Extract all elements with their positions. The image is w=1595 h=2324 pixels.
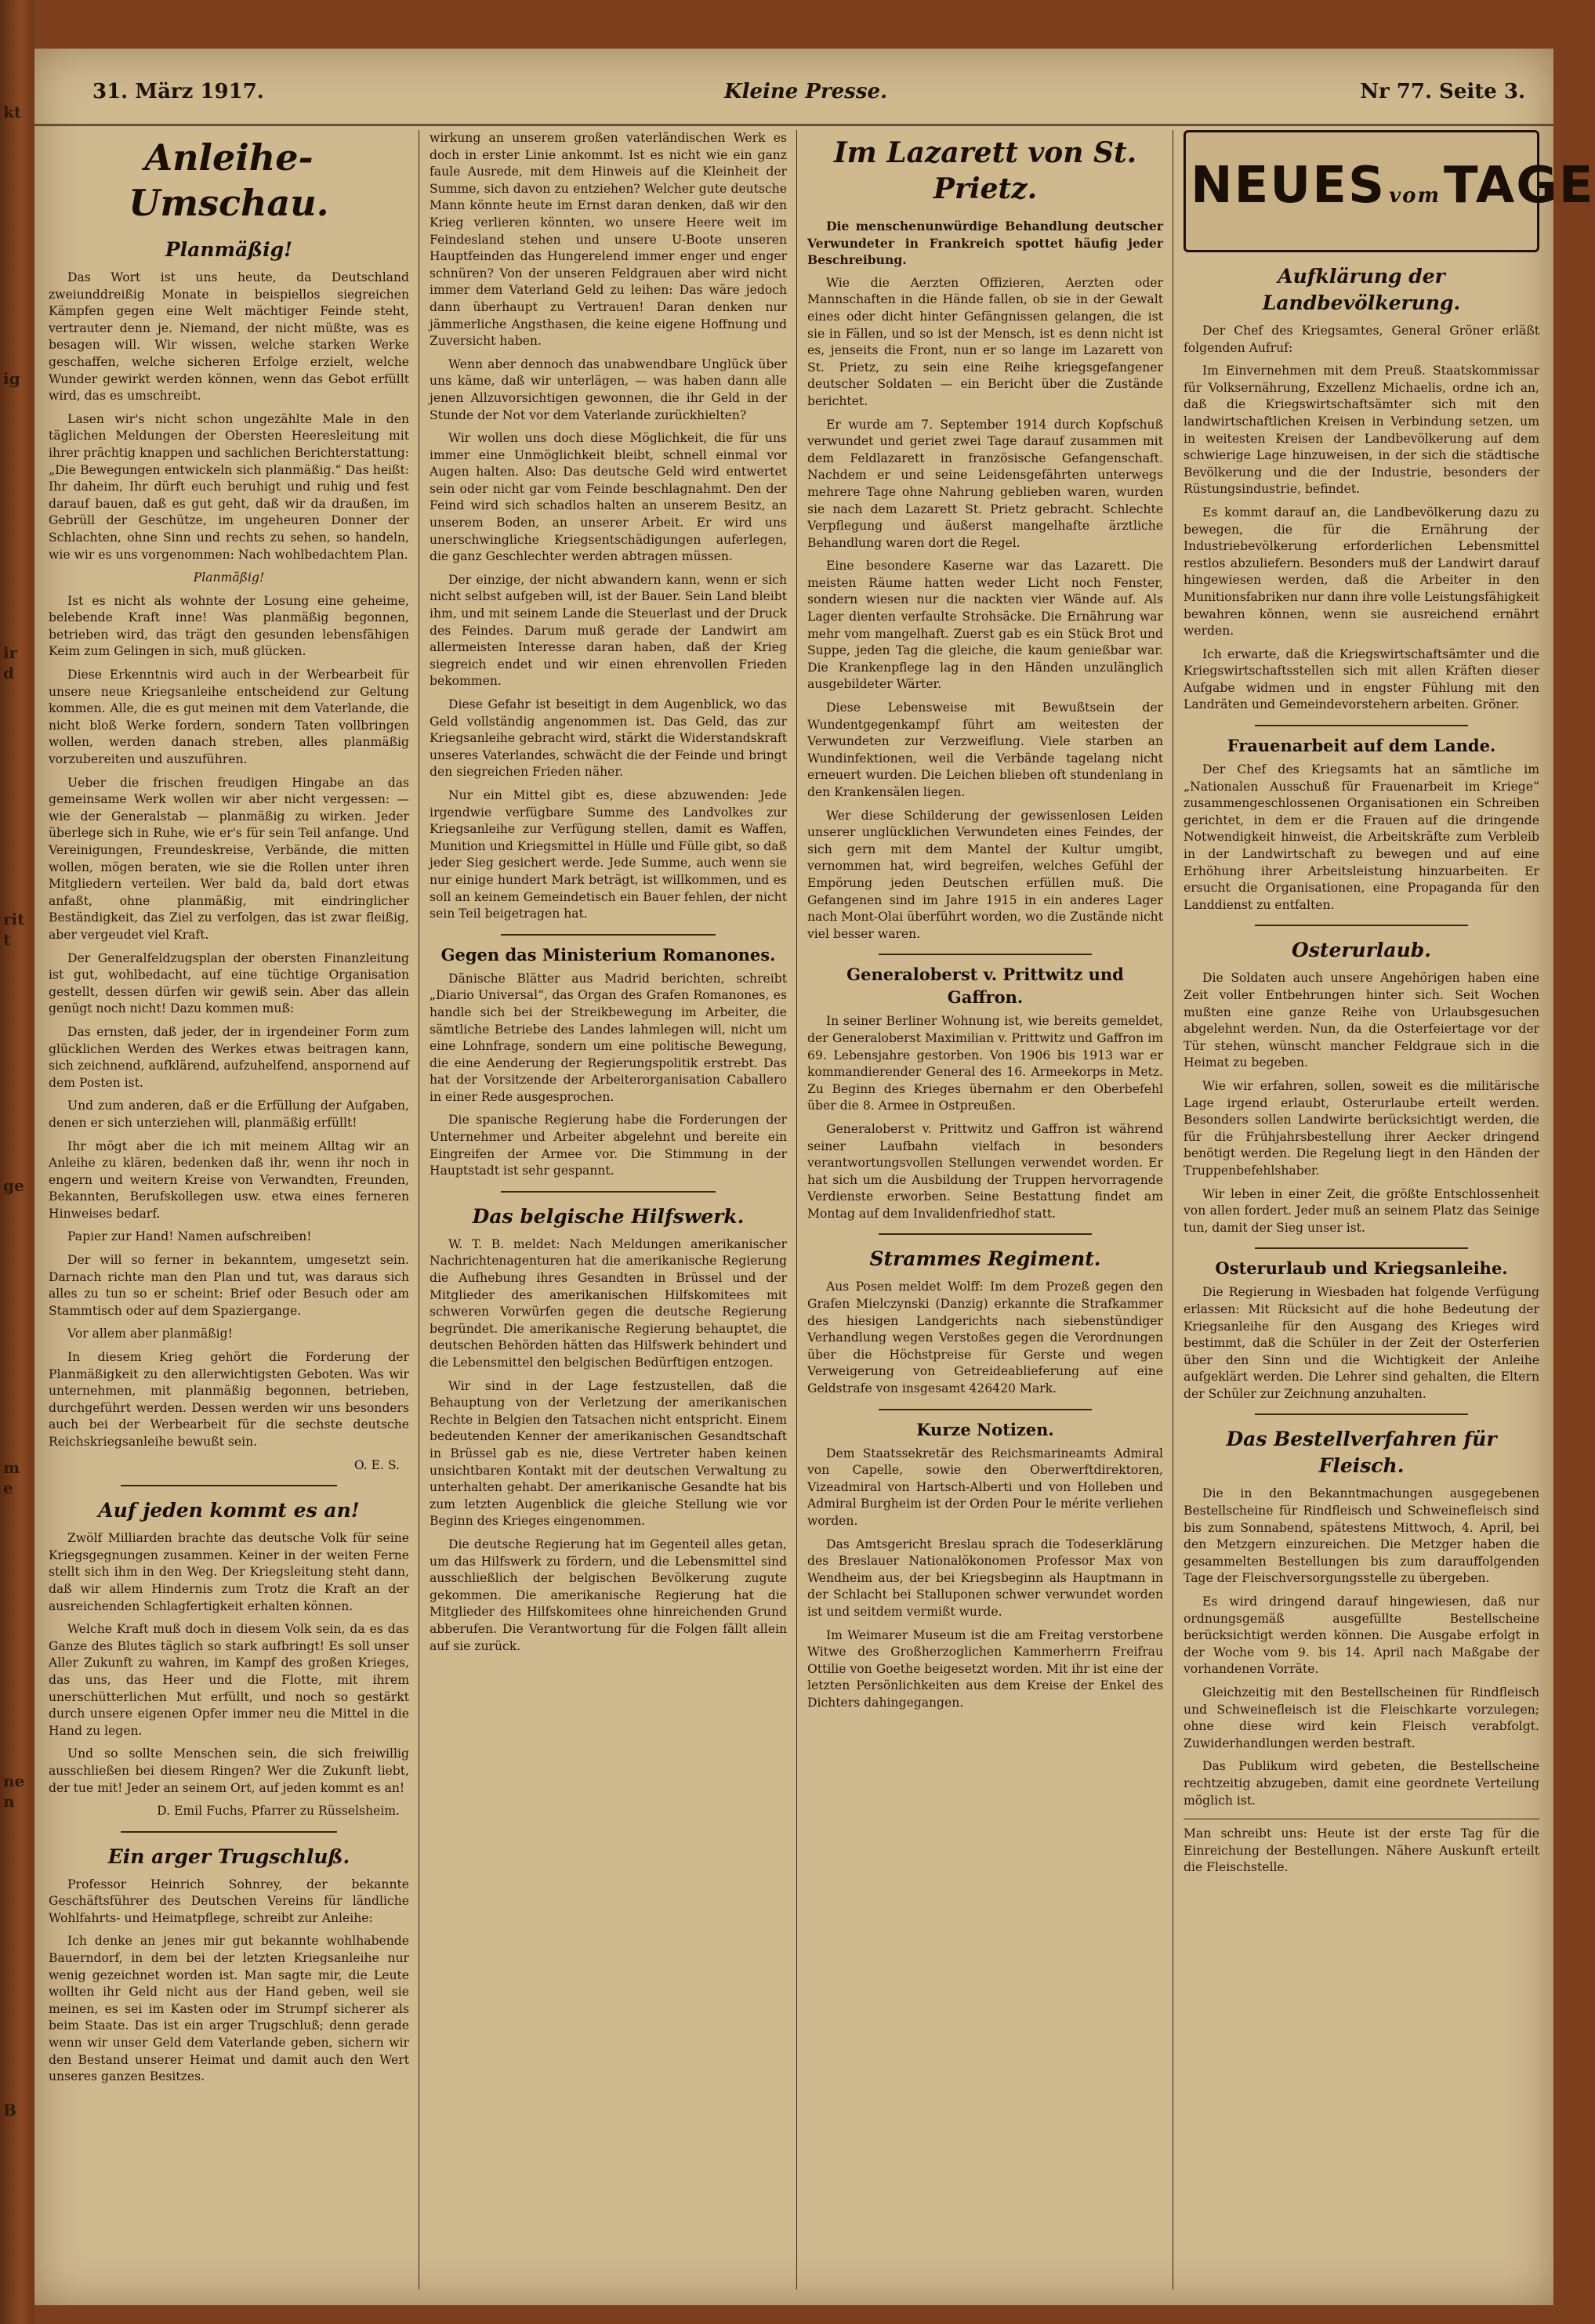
section-title-kurze-notizen: Kurze Notizen. bbox=[916, 1419, 1054, 1439]
paragraph: Die menschenunwürdige Behandlung deutscher Verwundeter in Frankreich spottet häufig jeder Beschreibung. bbox=[807, 219, 1163, 268]
section-divider bbox=[121, 1485, 337, 1486]
paragraph: Der einzige, der nicht abwandern kann, wenn er sich nicht selbst aufgeben will, ist der Bauer. Sein Land bleibt ihm, und mit seinem Lande die Steuerlast und der Druck des Feindes. Darum muß gerade der Landwirt am allermeisten Interesse daran haben, daß der Krieg siegreich endet und wir einen ehrenvollen Frieden bekommen. bbox=[430, 572, 787, 689]
paragraph: Zwölf Milliarden brachte das deutsche Volk für seine Kriegsgegnungen zusammen. Keiner in der weiten Ferne stellt sich ihm in den Weg. Der Kriegsleitung steht dann, daß wir allem Hindernis zum Trotz die Kraft an der ausreichenden Schlagfertigkeit erhalten können. bbox=[49, 1531, 409, 1613]
paragraph: In seiner Berliner Wohnung ist, wie bereits gemeldet, der Generaloberst Maximilian v. Prittwitz und Gaffron im 69. Lebensjahre gestorben. Von 1906 bis 1913 war er kommandierender General des 16. Armeekorps in Metz. Zu Beginn des Krieges übernahm er den Oberbefehl über die 8. Armee in Ostpreußen. bbox=[807, 1014, 1163, 1113]
paragraph: W. T. B. meldet: Nach Meldungen amerikanischer Nachrichtenagenturen hat die amerikanische Regierung die Aufhebung ihres Gesandten in Brüssel und der Mitglieder des amerikanischen Hilfskomitees mit schweren Vorwürfen gegen die deutsche Regierung begründet. Die amerikanische Regierung behauptet, die deutschen Behörden hätten das Hilfswerk behindert und die Lebensmittel den belgischen Bedürftigen entzogen. bbox=[430, 1236, 787, 1370]
paragraph: Das Amtsgericht Breslau sprach die Todeserklärung des Breslauer Nationalökonomen Professor Max von Wendheim aus, der bei Kriegsbeginn als Hauptmann in der Schlacht bei Stalluponen schwer verwundet worden ist und seitdem vermißt wurde. bbox=[807, 1537, 1163, 1619]
spine-fragment: kt bbox=[3, 103, 22, 121]
paragraph: Wie die Aerzten Offizieren, Aerzten oder Mannschaften in die Hände fallen, ob sie in der Gewalt eines oder dicht hinter Gefängnissen gelangen, die ist sie in Fällen, und so ist der Mensch, ist es denn nicht ist es, jenseits die Front, nun er so lange im Lazarett von St. Prietz, zu sein eine Reihe kriegsgefangener deutscher Soldaten — ein Bericht über die Zustände berichtet. bbox=[807, 275, 1163, 408]
paragraph: Ihr mögt aber die ich mit meinem Alltag wir an Anleihe zu klären, bedenken daß ihr, wenn ihr noch in engern und weitern Kreise von Verwandten, Freunden, Bekannten, Berufskollegen usw. etwa eines ferneren Hinweises bedarf. bbox=[49, 1138, 409, 1221]
section-divider bbox=[879, 954, 1092, 955]
section-title-bestellverfahren-fleisch: Das Bestellverfahren für Fleisch. bbox=[1226, 1428, 1497, 1478]
paragraph: Es wird dringend darauf hingewiesen, daß nur ordnungsgemäß ausgefüllte Bestellscheine berücksichtigt werden können. Die Ausgabe erfolgt in der Woche vom 9. bis 14. April nach Maßgabe der vorhandenen Vorräte. bbox=[1184, 1595, 1539, 1677]
paragraph: Ich erwarte, daß die Kriegswirtschaftsämter und die Kriegswirtschaftsstellen sich mit allen Kräften dieser Aufgabe widmen und in engster Fühlung mit den Landräten und Gemeindevorstehern arbeiten. Gröner. bbox=[1184, 646, 1539, 712]
paragraph: Aus Posen meldet Wolff: Im dem Prozeß gegen den Grafen Mielczynski (Danzig) erkannte die Strafkammer des hiesigen Landgerichts nach siebenstündiger Verhandlung wegen Verstoßes gegen die Verordnungen über die Höchstpreise für Gerste und wegen Verweigerung von Getreideablieferung auf eine Geldstrafe von insgesamt 426420 Mark. bbox=[807, 1280, 1163, 1396]
spine-fragment: ig bbox=[3, 369, 20, 388]
newspaper-page bbox=[34, 49, 1595, 2305]
paragraph: Nur ein Mittel gibt es, diese abzuwenden: Jede irgendwie verfügbare Summe des Landvolkes zur Kriegsanleihe zur Verfügung stellen, damit es Waffen, Munition und Kriegsmittel in Hülle und Fülle gibt, so daß jeder Sieg gesichert werde. Jede Summe, auch wenn sie nur einige hundert Mark beträgt, ist willkommen, und es soll an keinem Gemeindetisch ein Bauer fehlen, der nicht sein Teil beigetragen hat. bbox=[430, 787, 787, 921]
paragraph: Gleichzeitig mit den Bestellscheinen für Rindfleisch und Schweinefleisch ist die Fleischkarte vorzulegen; ohne diese wird kein Fleisch verabfolgt. Zuwiderhandlungen werden bestraft. bbox=[1184, 1685, 1539, 1750]
banner-word-tage: TAGE bbox=[1444, 156, 1595, 215]
neues-vom-tage-banner bbox=[1184, 130, 1595, 252]
paragraph: Diese Gefahr ist beseitigt in dem Augenblick, wo das Geld vollständig angenommen ist. Das Geld, das zur Kriegsanleihe gebracht wird, stärkt die Widerstandskraft unseres Vaterlandes, schwächt die der Feinde und bringt den siegreichen Frieden näher. bbox=[430, 697, 787, 780]
banner-title bbox=[1191, 156, 1595, 215]
paragraph: Vor allem aber planmäßig! bbox=[67, 1327, 233, 1341]
paragraph: Wir leben in einer Zeit, die größte Entschlossenheit von allen fordert. Jeder muß an seinem Platz das Seinige tun, damit der Sieg unser ist. bbox=[1184, 1186, 1539, 1235]
section-divider bbox=[501, 934, 716, 936]
spine-fragment: ird bbox=[3, 643, 18, 682]
paragraph: Diese Erkenntnis wird auch in der Werbearbeit für unsere neue Kriegsanleihe entscheidend zur Geltung kommen. Alle, die es gut meinen mit dem Vaterlande, die nicht bloß Werke fordern, sondern Taten vollbringen wollen, werden danach streben, alles planmäßig vorzubereiten und auszuführen. bbox=[49, 668, 409, 767]
paragraph: Die Soldaten auch unsere Angehörigen haben eine Zeit voller Entbehrungen hinter sich. Seit Wochen mußten eine ganze Reihe von Urlaubsgesuchen abgelehnt werden. Nun, da die Osterfeiertage vor der Tür stehen, wünscht mancher Feldgraue sich in die Heimat zu begeben. bbox=[1184, 971, 1539, 1070]
section-divider bbox=[879, 1409, 1092, 1410]
paragraph: Der Chef des Kriegsamts hat an sämtliche im „Nationalen Ausschuß für Frauenarbeit im Kriege“ zusammengeschlossenen Organisationen ein Schreiben gerichtet, in dem er die Frauen auf die dringende Notwendigkeit hinweist, die Arbeitskräfte zum Verbleib in der Landwirtschaft zu bewegen und auf eine Erhöhung ihrer Arbeitsleistung hinzuarbeiten. Er ersucht die Organisationen, eine Propaganda für den Landdienst zu entfalten. bbox=[1184, 762, 1539, 912]
paragraph: Generaloberst v. Prittwitz und Gaffron ist während seiner Laufbahn vielfach in besonders verantwortungsvollen Stellungen verwendet worden. Er hat sich um die Ausbildung der Truppen hervorragende Verdienste erworben. Seine Bestattung findet am Montag auf dem Invalidenfriedhof statt. bbox=[807, 1121, 1163, 1221]
article-signature: D. Emil Fuchs, Pfarrer zu Rüsselsheim. bbox=[157, 1804, 400, 1819]
section-divider bbox=[879, 1233, 1092, 1235]
section-title-strammes-regiment: Strammes Regiment. bbox=[869, 1247, 1101, 1271]
paragraph: Die Regierung in Wiesbaden hat folgende Verfügung erlassen: Mit Rücksicht auf die hohe Bedeutung der Kriegsanleihe für den Ausgang des Krieges wird bestimmt, daß die Schüler in der Zeit der Osterferien über den Sinn und die Wichtigkeit der Anleihe aufgeklärt werden. Die Lehrer sind gehalten, die Eltern der Schüler zur Zeichnung anzuhalten. bbox=[1184, 1285, 1539, 1401]
paragraph: Dänische Blätter aus Madrid berichten, schreibt „Diario Universal“, das Organ des Grafen Romanones, es handle sich bei der Streikbewegung im Arbeiter, die sämtliche Betriebe des Landes lahmlegen will, nicht um eine Lohnfrage, sondern um eine politische Bewegung, die eine Aenderung der Regierungspolitik erstrebt. Das hat der Vorsitzende der Arbeiterorganisation Caballero in einer Rede ausgesprochen. bbox=[430, 971, 787, 1104]
paragraph: Das Publikum wird gebeten, die Bestellscheine rechtzeitig abzugeben, damit eine geordnete Verteilung möglich ist. bbox=[1184, 1759, 1539, 1808]
section-divider bbox=[1255, 1247, 1468, 1249]
banner-word-neues: NEUES bbox=[1191, 156, 1387, 215]
paragraph: Papier zur Hand! Namen aufschreiben! bbox=[67, 1229, 312, 1244]
paragraph: Wenn aber dennoch das unabwendbare Unglück über uns käme, daß wir unterlägen, — was haben dann alle jenen Allzuvorsichtigen gewonnen, die ihr Geld in der Stunde der Not vor dem Vaterlande zurückhielten? bbox=[430, 357, 787, 422]
paragraph: Der Generalfeldzugsplan der obersten Finanzleitung ist gut, wohlbedacht, auf eine tüchtige Organisation gestellt, dessen dürfen wir gewiß sein. Aber das allein genügt noch nicht! Dazu kommen muß: bbox=[49, 950, 409, 1016]
section-title-prittwitz-gaffron: Generaloberst v. Prittwitz und Gaffron. bbox=[846, 965, 1124, 1008]
paragraph: Im Einvernehmen mit dem Preuß. Staatskommissar für Volksernährung, Exzellenz Michaelis, ordne ich an, daß die Kriegswirtschaftsämter sich mit den landwirtschaftlichen Kreisen in Verbindung setzen, um in weitesten Kreisen der Landbevölkerung auf dem schwierige Lage hinzuweisen, in der sich die städtische Bevölkerung und die der Industrie, besonders der Rüstungsindustrie, befindet. bbox=[1184, 364, 1539, 497]
paragraph: Planmäßig! bbox=[193, 570, 265, 585]
section-divider bbox=[1255, 1414, 1468, 1415]
paragraph: In diesem Krieg gehört die Forderung der Planmäßigkeit zu den allerwichtigsten Geboten. Was wir unternehmen, mit planmäßig begonnen, betrieben, durchgeführt werden. Dessen werden wir uns besonders auch bei der Werbearbeit für die sechste deutsche Reichskriegsanleihe bewußt sein. bbox=[49, 1350, 409, 1449]
spine-fragment: ritt bbox=[3, 910, 25, 949]
section-title-belgische-hilfswerk: Das belgische Hilfswerk. bbox=[472, 1204, 745, 1228]
paragraph: Wer diese Schilderung der gewissenlosen Leiden unserer unglücklichen Verwundeten eines Feindes, der sich gern mit dem Mantel der Kultur umgibt, vernommen hat, wird begreifen, welches Gefühl der Empörung jeden Deutschen erfüllen muß. Die Gefangenen sind im Jahre 1915 in ein anderes Lager nach Mont-Olai überführt worden, wo die Zustände nicht viel besser waren. bbox=[807, 808, 1163, 941]
paragraph: Diese Lebensweise mit Bewußtsein der Wundentgegenkampf führt am weitesten der Verwundeten zur Verzweiflung. Viele starben an Wundinfektionen, weil die Verbände tagelang nicht erneuert wurden. Die Leichen blieben oft stundenlang in den Krankensälen liegen. bbox=[807, 700, 1163, 799]
paragraph: Das Wort ist uns heute, da Deutschland zweiunddreißig Monate in beispiellos siegreichen Kämpfen gegen eine Welt mächtiger Feinde steht, vertrauter denn je. Niemand, der nicht müßte, was es besagen will. Wir wissen, welche starken Werke geschaffen, welche sicheren Erfolge erzielt, welche Wunder gewirkt werden können, wenn das Gebot erfüllt wird, das es umschreibt. bbox=[49, 270, 409, 404]
section-title-aufklaerung-landbevoelkerung: Aufklärung der Landbevölkerung. bbox=[1262, 265, 1461, 314]
adjacent-page-spine bbox=[0, 0, 34, 2324]
page-header bbox=[34, 49, 1553, 126]
paragraph: wirkung an unserem großen vaterländischen Werk es doch in erster Linie ankommt. Ist es nicht wie ein ganz faule Ausrede, mit dem Hinweis auf die Kleinheit der Summe, sich davon zu entziehen? Welcher gute deutsche Mann könnte heute im Ernst daran denken, daß wir den Krieg verlieren könnten, wo unsere Heere weit im Feindesland stehen und unsere U-Boote unseren Hauptfeinden das Hungerelend immer enger und enger schnüren? Von der unseren Feldgrauen aber wird nicht immer dem Vaterland Geld zu leihen: Das wäre jedoch dann überhaupt zu Vertrauen! Daran denken nur jämmerliche Angsthasen, die keine eigene Hoffnung und Zuversicht haben. bbox=[430, 131, 787, 349]
section-title-osterurlaub-kriegsanleihe: Osterurlaub und Kriegsanleihe. bbox=[1215, 1258, 1508, 1279]
paragraph: Ist es nicht als wohnte der Losung eine geheime, belebende Kraft inne! Was planmäßig begonnen, betrieben wird, das trägt den gesunden lebensfähigen Keim zum Gelingen in sich, muß glücken. bbox=[49, 593, 409, 659]
paragraph: Professor Heinrich Sohnrey, der bekannte Geschäftsführer des Deutschen Vereins für ländliche Wohlfahrts- und Heimatpflege, schreibt zur Anleihe: bbox=[49, 1877, 409, 1925]
headline-anleihe-umschau: Anleihe-Umschau. bbox=[129, 136, 329, 224]
paragraph: Der will so ferner in bekanntem, umgesetzt sein. Darnach richte man den Plan und tut, was daraus sich alles zu tun so er scheint: Brief oder Besuch oder am Stammtisch oder auf dem Spaziergange. bbox=[49, 1253, 409, 1318]
column-2 bbox=[430, 130, 787, 2293]
closing-note: Man schreibt uns: Heute ist der erste Tag für die Einreichung der Bestellungen. Nähere Auskunft erteilt die Fleischstelle. bbox=[1184, 1819, 1539, 1877]
section-title-planmaessig: Planmäßig! bbox=[165, 238, 293, 261]
paragraph: Das ernsten, daß jeder, der in irgendeiner Form zum glücklichen Werden des Werkes etwas beitragen kann, sich zeichnend, aufklärend, aufzuhelfend, anspornend auf dem Posten ist. bbox=[49, 1024, 409, 1090]
section-divider bbox=[501, 1191, 716, 1193]
header-date: 31. März 1917. bbox=[92, 80, 264, 103]
section-divider bbox=[1255, 725, 1468, 726]
section-divider bbox=[121, 1831, 337, 1833]
section-title-auf-jeden-kommt-es-an: Auf jeden kommt es an! bbox=[98, 1499, 360, 1522]
section-title-ministerium-romanones: Gegen das Ministerium Romanones. bbox=[440, 944, 776, 965]
spine-fragment: B bbox=[3, 2101, 16, 2119]
paragraph: Wie wir erfahren, sollen, soweit es die militärische Lage irgend erlaubt, Osterurlaube erteilt werden. Besonders sollen Landwirte berücksichtigt werden, die für die Frühjahrsbestellung ihrer Aecker dringend benötigt werden. Die Regelung liegt in den Händen der Truppenbefehlshaber. bbox=[1184, 1078, 1539, 1178]
paragraph: Wir sind in der Lage festzustellen, daß die Behauptung von der Verletzung der amerikanischen Rechte in Belgien den Tatsachen nicht entspricht. Einem bedeutenden Kenner der amerikanischen Gesandtschaft in Brüssel gab es nie, diese Vertreter haben keinen unsichtbaren Kontakt mit der deutschen Verwaltung zu unterhalten gehabt. Der amerikanische Gesandte hat bis zum letzten Augenblick die gleiche Stellung wie vor Beginn des Krieges eingenommen. bbox=[430, 1378, 787, 1529]
paragraph: Eine besondere Kaserne war das Lazarett. Die meisten Räume hatten weder Licht noch Fenster, sondern wiesen nur die nackten vier Wände auf. Als Lager dienten verfaulte Strohsäcke. Die Ernährung war mehr vom mangelhaft. Zuerst gab es ein Stück Brot und Suppe, jeden Tag die gleiche, die kaum genießbar war. Die Krankenpflege lag in den Händen unzulänglich ausgebildeter Wärter. bbox=[807, 559, 1163, 692]
column-3 bbox=[807, 130, 1163, 2293]
paragraph: Und so sollte Menschen sein, die sich freiwillig ausschließen bei diesem Ringen? Wer die Zukunft liebt, der tue mit! Jeder an seinem Ort, auf jeden kommt es an! bbox=[49, 1747, 409, 1795]
section-title-frauenarbeit: Frauenarbeit auf dem Lande. bbox=[1227, 736, 1496, 756]
column-1 bbox=[49, 130, 409, 2293]
paragraph: Der Chef des Kriegsamtes, General Gröner erläßt folgenden Aufruf: bbox=[1184, 324, 1539, 355]
paragraph: Es kommt darauf an, die Landbevölkerung dazu zu bewegen, die für die Ernährung der Industriebevölkerung erforderlichen Lebensmittel restlos abzuliefern. Besonders muß der Landwirt darauf hingewiesen werden, daß die Arbeiter in den Munitionsfabriken nur dann ihre volle Leistungsfähigkeit bewahren können, wenn sie ausreichend ernährt werden. bbox=[1184, 505, 1539, 639]
section-title-osterurlaub: Osterurlaub. bbox=[1292, 939, 1431, 962]
paragraph: Wir wollen uns doch diese Möglichkeit, die für uns immer eine Unmöglichkeit bleibt, schnell einmal vor Augen halten. Also: Das deutsche Geld wird entwertet sein oder nicht gar vom Feinde beschlagnahmt. Den der Feind wird sich schadlos halten an unserem Besitz, an unserem Boden, an unserer Arbeit. Er wird uns unerschwingliche Kriegsentschädigungen auferlegen, die ganz Geschlechter werden abtragen müssen. bbox=[430, 431, 787, 564]
paragraph: Die spanische Regierung habe die Forderungen der Unternehmer und Arbeiter abgelehnt und bereite ein Eingreifen der Armee vor. Die Stimmung in der Hauptstadt ist sehr gespannt. bbox=[430, 1113, 787, 1178]
paragraph: Dem Staatssekretär des Reichsmarineamts Admiral von Capelle, sowie den Oberwerftdirektoren, Vizeadmiral von Hartsch-Alberti und von Holleben und Admiral Burgheim ist der Orden Pour le mérite verliehen worden. bbox=[807, 1446, 1163, 1528]
banner-word-vom: vom bbox=[1389, 183, 1441, 208]
paragraph: Welche Kraft muß doch in diesem Volk sein, da es das Ganze des Blutes täglich so stark aufbringt! Es soll unser Aller Zukunft zu wahren, im Kampf des großen Krieges, das uns, das Heer und die Flotte, mit ihrem unerschütterlichen Mut erfüllt, und noch so gestärkt durch unsere eigenen Opfer immer neu die Mittel in die Hand zu legen. bbox=[49, 1622, 409, 1738]
paragraph: Im Weimarer Museum ist die am Freitag verstorbene Witwe des Großherzoglichen Kammerherrn Freifrau Ottilie von Goethe beigesetzt worden. Mit ihr ist eine der letzten Persönlichkeiten aus dem Kreise der Enkel des Dichters dahingegangen. bbox=[807, 1627, 1163, 1710]
paragraph: Ueber die frischen freudigen Hingabe an das gemeinsame Werk wollen wir aber nicht vergessen: — wie der Generalstab — planmäßig zu wirken. Jeder überlege sich in Ruhe, wie er's für sein Teil anfange. Und Vereinigungen, Freundeskreise, Verbände, die mitten wollen, mögen beraten, wie sie die Rollen unter ihren Mitgliedern verteilen. Wer bald da, bald dort etwas anfaßt, ohne planmäßig, mit eindringlicher Beständigkeit, das Ziel zu verfolgen, das ist zwar fleißig, aber vergeudet viel Kraft. bbox=[49, 775, 409, 942]
section-title-ein-arger-trugschluss: Ein arger Trugschluß. bbox=[107, 1844, 350, 1868]
paragraph: Die in den Bekanntmachungen ausgegebenen Bestellscheine für Rindfleisch und Schweinefleisch sind bis zum Sonnabend, spätestens Mittwoch, 4. April, bei den Metzgern einzureichen. Die Metzger haben die gesammelten Bestellungen bis zum darauffolgenden Tage der Fleischversorgungsstelle zu übergeben. bbox=[1184, 1486, 1539, 1586]
paragraph: Ich denke an jenes mir gut bekannte wohlhabende Bauerndorf, in dem bei der letzten Kriegsanleihe nur wenig gezeichnet worden ist. Man sagte mir, die Leute wollten ihr Geld nicht aus der Hand geben, weil sie meinen, es sei im Kasten oder im Strumpf sicherer als beim Staate. Das ist ein arger Trugschluß; denn gerade wenn wir unser Geld dem Vaterlande geben, sichern wir den Bestand unserer Heimat und damit auch den Wert unseres ganzen Besitzes. bbox=[49, 1934, 409, 2084]
paragraph: Er wurde am 7. September 1914 durch Kopfschuß verwundet und geriet zwei Tage darauf zusammen mit dem Feldlazarett in französische Gefangenschaft. Nachdem er und seine Leidensgefährten unterwegs mehrere Tage ohne Nahrung geblieben waren, wurden sie nach dem Lazarett St. Prietz gebracht. Schlechte Verpflegung und äußerst mangelhafte ärztliche Behandlung waren dort die Regel. bbox=[807, 417, 1163, 550]
header-paper-name: Kleine Presse. bbox=[724, 80, 888, 103]
spine-fragment: ge bbox=[3, 1176, 24, 1195]
column-4 bbox=[1184, 130, 1595, 2293]
paragraph: Und zum anderen, daß er die Erfüllung der Aufgaben, denen er sich unterziehen will, planmäßig erfüllt! bbox=[49, 1099, 409, 1130]
section-divider bbox=[1255, 925, 1468, 926]
paragraph: Die deutsche Regierung hat im Gegenteil alles getan, um das Hilfswerk zu fördern, und die Lebensmittel sind ausschließlich der belgischen Bevölkerung zugute gekommen. Die amerikanische Regierung hat die Mitglieder des Hilfskomitees ohne hinreichenden Grund abberufen. Die Verantwortung für die Folgen fällt allein auf sie zurück. bbox=[430, 1537, 787, 1653]
header-issue-page: Nr 77. Seite 3. bbox=[1360, 80, 1525, 103]
spine-fragment: nen bbox=[3, 1772, 25, 1811]
column-rule bbox=[796, 130, 797, 2290]
article-signature: O. E. S. bbox=[353, 1457, 400, 1472]
paragraph: Lasen wir's nicht schon ungezählte Male in den täglichen Meldungen der Obersten Heeresleitung mit ihrer prächtig knappen und sachlichen Berichterstattung: „Die Bewegungen entwickeln sich planmäßig.“ Das heißt: Ihr daheim, Ihr dürft euch beruhigt und ruhig und fest darauf bauen, daß es gut geht, daß wir da draußen, im Gebrüll der Geschütze, im ungeheuren Donner der Schlachten, ohne Sinn und rechts zu sehen, so handeln, wie wir es uns vorgenommen: Nach wohlbedachtem Plan. bbox=[49, 411, 409, 562]
spine-fragment: me bbox=[3, 1458, 20, 1497]
headline-lazarett-st-prietz: Im Lazarett von St. Prietz. bbox=[833, 136, 1137, 205]
